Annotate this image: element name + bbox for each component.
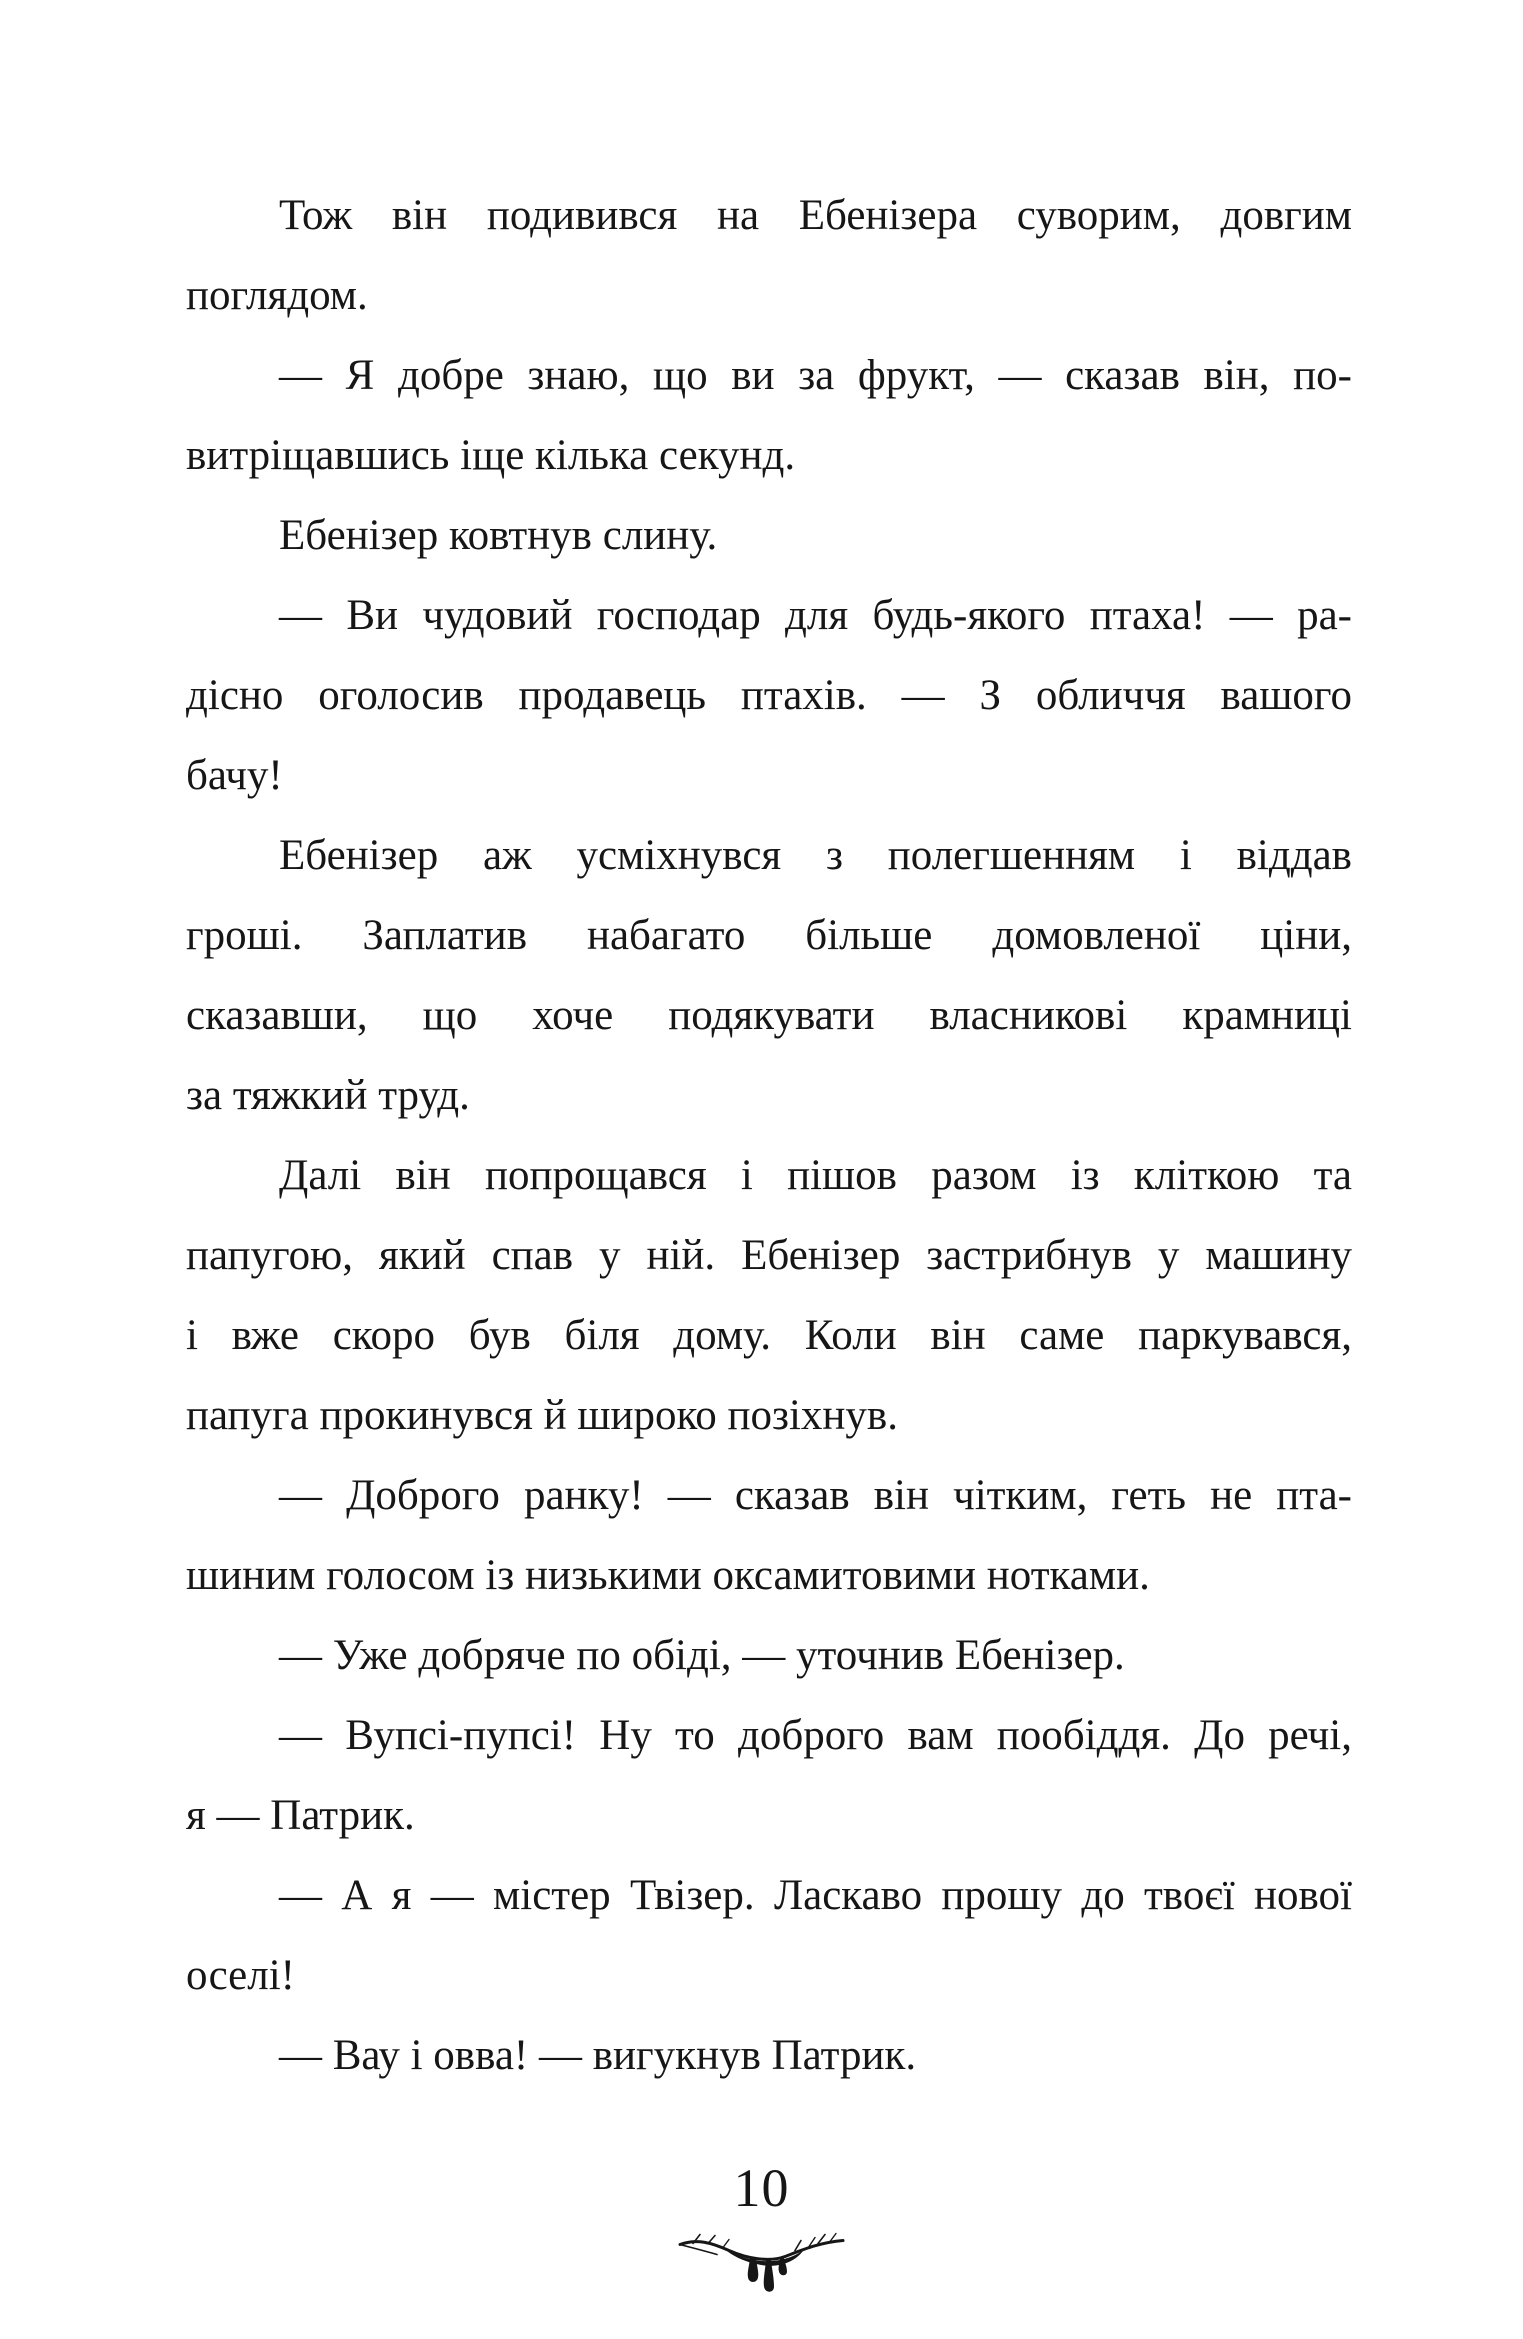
text-line: Ебенізер ковтнув слину. — [279, 512, 718, 559]
text-line: сказавши, що хоче подякувати власникові крамниці — [186, 992, 1352, 1039]
text-line: — Уже добряче по обіді, — уточнив Ебенізер. — [279, 1632, 1125, 1679]
text-line: бачу! — [186, 752, 283, 799]
page-text — [186, 176, 1352, 2096]
text-line: папугою, який спав у ній. Ебенізер застрибнув у машину — [186, 1232, 1352, 1279]
text-line: витріщавшись іще кілька секунд. — [186, 432, 796, 479]
text-line: — Вау і овва! — вигукнув Патрик. — [279, 2032, 917, 2079]
text-line: папуга прокинувся й широко позіхнув. — [186, 1392, 898, 1439]
text-line: Ебенізер аж усміхнувся з полегшенням і віддав — [279, 832, 1352, 879]
text-line: — Я добре знаю, що ви за фрукт, — сказав він, по- — [279, 352, 1352, 399]
text-line: — Доброго ранку! — сказав він чітким, геть не пта- — [279, 1472, 1352, 1519]
text-line: — А я — містер Твізер. Ласкаво прошу до твоєї нової — [279, 1872, 1352, 1919]
text-line: Тож він подивився на Ебенізера суворим, довгим — [279, 192, 1352, 239]
text-line: Далі він попрощався і пішов разом із кліткою та — [279, 1152, 1352, 1199]
text-line: поглядом. — [186, 272, 368, 319]
ink-twig-ornament — [677, 2230, 847, 2296]
text-line: шиним голосом із низькими оксамитовими нотками. — [186, 1552, 1150, 1599]
page-number: 10 — [733, 2158, 790, 2218]
text-line: я — Патрик. — [186, 1792, 415, 1839]
text-line: — Ви чудовий господар для будь-якого птаха! — ра- — [279, 592, 1352, 639]
text-line: оселі! — [186, 1952, 295, 1999]
text-line: за тяжкий труд. — [186, 1072, 470, 1119]
text-line: гроші. Заплатив набагато більше домовленої ціни, — [186, 912, 1352, 959]
text-line: і вже скоро був біля дому. Коли він саме паркувався, — [186, 1312, 1352, 1359]
page-footer — [0, 2160, 1523, 2296]
text-line: дісно оголосив продавець птахів. — З обличчя вашого — [186, 672, 1352, 719]
text-line: — Вупсі-пупсі! Ну то доброго вам пообіддя. До речі, — [279, 1712, 1352, 1759]
